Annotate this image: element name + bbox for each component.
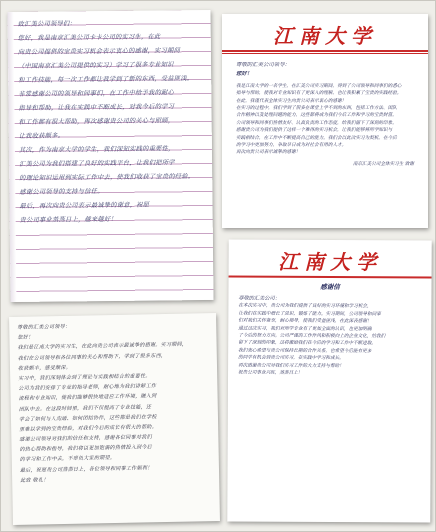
- letter-paragraphs: [18, 340, 214, 486]
- letter-line: 学会了如何与人沟通、如何团结协作，这些都是我们在学校: [18, 413, 157, 423]
- letter-line: 的同学有机会到贵公司实习，在实践中学习和成长。: [238, 355, 344, 362]
- letter-line: 再次向贵公司表示诚挚的感谢！: [236, 150, 301, 156]
- letterhead: [229, 239, 432, 278]
- letter-greeting: 尊敬的汇美公司领导：: [17, 323, 71, 331]
- letter-line: 祝贵公司事业兴旺，蒸蒸日上！: [238, 370, 303, 376]
- letter-signoff: 南京汇美公司全体实习生 致谢: [352, 161, 414, 167]
- letter-line: 最后，再次向贵公司表示最诚挚的谢意，祝愿: [19, 201, 150, 210]
- notebook-letter-body: [18, 16, 207, 228]
- letter-line: 我们在公司领导和各位同事的关心和帮助下，学到了很多东西，: [17, 352, 167, 362]
- letter-line: 和工作技能，每一次工作都让我学到了新的东西，受益匪浅。: [18, 75, 194, 84]
- letter-line: 指导和帮助，让我在实践中不断成长，对我今后的学习: [18, 103, 175, 112]
- letter-line: 在此，我谨代表全体实习生向贵公司表示衷心的感谢！: [236, 98, 347, 104]
- letter-line: 的学习中更加努力，争取早日成为对社会有用的人才。: [236, 142, 347, 148]
- letter-paragraphs: [236, 83, 420, 157]
- letter-salutation: 您好！: [17, 334, 34, 342]
- letterhead-rule: [222, 53, 428, 54]
- letter-line: 在实习的过程中，我们学到了很多在课堂上学不到的东西，包括工作方法、团队: [236, 105, 397, 111]
- letter-line: 再次感谢贵公司对我们实习工作的大力支持与帮助！: [238, 363, 344, 369]
- letter-line: 的理论知识运用到实际工作中去，使我们收获了宝贵的经验。: [19, 173, 195, 182]
- letter-line: 指导与帮助，使我对专业知识有了更深入的理解，也让我积累了宝贵的实践经验。: [236, 91, 402, 97]
- letter-line: 实习中，我们深刻体会到了理论与实践相结合的重要性。: [18, 373, 151, 382]
- letter-line: 们对我们关怀备至，耐心指导，使我们受益匪浅，在此深表感谢！: [238, 318, 372, 325]
- letter-line: 合作精神以及处理问题的能力，这些都将成为我们今后工作和学习的宝贵财富。: [236, 113, 397, 119]
- thanks-letter: [227, 239, 431, 522]
- letter-line: 里难以学到的宝贵经验，对我们今后的成长有很大的帮助。: [19, 424, 158, 433]
- letter-line: 我们衷心希望与贵公司保持长期的合作关系，也希望今后能有更多: [238, 348, 372, 354]
- letter-line: 了今后的努力方向。公司严谨的工作作风和积极向上的企业文化，给我们: [238, 333, 386, 340]
- letter-paragraphs: [238, 303, 425, 378]
- letter-line: 留下了深刻的印象，这将激励我们在今后的学习和工作中不断进取。: [238, 340, 377, 347]
- letter-line: 此致 敬礼！: [20, 477, 49, 484]
- university-letter-body: [236, 62, 420, 168]
- letter-line: 让我们在实践中增长了见识，锻炼了能力。实习期间，公司领导和同事: [238, 311, 381, 318]
- university-letter: [222, 14, 428, 228]
- letterhead: [222, 14, 428, 52]
- university-logo-text: 江南大学: [273, 24, 377, 48]
- letter-line: 向贵公司提供的宝贵实习机会表示衷心的感谢，实习期间: [17, 47, 181, 56]
- letter-line: 团队中去。在这段时间里，我们不仅提高了专业技能，还: [18, 403, 152, 413]
- letter-line: 我们是江南大学的实习生，在此向贵公司表示最诚挚的感谢。实习期间，: [17, 341, 188, 352]
- notebook-letter: [7, 10, 213, 302]
- letter-line: 的学习和工作中去，不辜负大家的期望。: [19, 455, 116, 464]
- thanks-letter-body: [238, 296, 425, 378]
- handwritten-letter: [9, 313, 220, 525]
- letter-line: 您好，我是南京汇美公司卡卡公司的实习生，在此: [17, 33, 161, 42]
- letter-line: 最后，祝愿贵公司蒸蒸日上，各位领导和同事工作顺利！: [19, 464, 153, 474]
- letter-line: 在本次实习中，贵公司为我们提供了良好的实习环境和学习机会，: [238, 303, 372, 310]
- letter-line: 贵公司事业蒸蒸日上，越来越好！: [19, 215, 118, 224]
- letter-salutation: 您好！: [236, 71, 253, 78]
- letter-greeting: 尊敬的汇美公司：: [238, 295, 280, 302]
- letter-greeting: 尊敬的汇美公司领导：: [236, 62, 290, 68]
- letter-line: 其次，作为南京大学的学生，我们深知实践的重要性，: [18, 145, 175, 154]
- letter-line: 感谢贵公司为我们提供了这样一个难得的实习机会，让我们能够将所学知识与: [236, 128, 393, 134]
- letter-line: 收获颇丰，感受颇深。: [17, 364, 72, 372]
- letter-line: 公司领导和同事们热情友好、认真负责的工作态度，给我们留下了深刻的印象。: [236, 120, 397, 126]
- letter-line: 和工作都有很大帮助，再次感谢贵公司的关心与照顾，: [18, 117, 175, 126]
- letter-line: 非常感谢公司的领导和同事们，在工作中给予我的耐心: [18, 89, 175, 98]
- letter-line: 通过这次实习，我们对所学专业有了更加全面的认识，也更加明确: [238, 326, 372, 332]
- letter-line: 让我收获颇多。: [18, 132, 65, 140]
- letter-line: 感谢公司领导对我们的信任和支持，感谢各位同事对我们: [19, 434, 152, 443]
- letter-line: 我是江南大学的一名学生，在汇美公司实习期间，得到了公司领导和同事们的悉心: [236, 83, 402, 89]
- letter-line: 流程和专业知识，使我们能够很快地适应工作环境，融入到: [18, 393, 157, 403]
- letter-title: 感谢信: [320, 282, 340, 292]
- letter-line: （中国南京汇美公司提供的实习）学习了很多专业知识: [18, 61, 174, 70]
- letter-line: 汇美公司为我们搭建了良好的实践平台，让我们把所学: [19, 159, 175, 168]
- letter-line: 公司为我们安排了专业的指导老师，耐心地为我们讲解工作: [18, 383, 157, 392]
- university-logo-text: 江南大学: [278, 249, 383, 275]
- letter-line: 实践相结合，在工作中不断提高自己的能力。我们会以此次实习为契机，在今后: [236, 135, 397, 141]
- letter-line: 的热心帮助和指导，我们将以更加饱满的热情投入到今后: [19, 444, 153, 454]
- letter-line: 致汇美公司领导们：: [17, 20, 77, 28]
- letter-line: 感谢公司领导的支持与信任。: [19, 188, 104, 196]
- handwritten-letter-body: [17, 319, 213, 486]
